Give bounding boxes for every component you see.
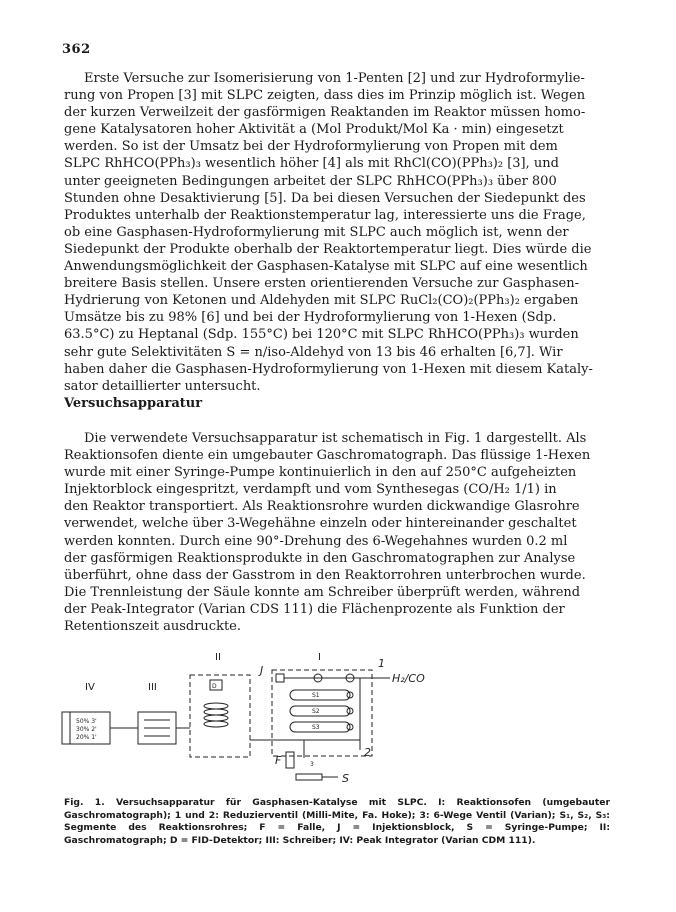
- text-line: verwendet, welche über 3-Wegehähne einzeln oder hintereinander geschaltet: [64, 516, 577, 532]
- text-line: werden konnten. Durch eine 90°-Drehung des 6-Wegehahnes wurden 0.2 ml: [64, 533, 568, 549]
- label-f: F: [275, 754, 282, 767]
- svg-text:S1: S1: [312, 692, 320, 699]
- text-line: SLPC RhHCO(PPh₃)₃ wesentlich höher [4] als mit RhCl(CO)(PPh₃)₂ [3], und: [64, 156, 559, 172]
- text-line: Die verwendete Versuchsapparatur ist schematisch in Fig. 1 dargestellt. Als: [84, 431, 587, 446]
- text-line: Erste Versuche zur Isomerisierung von 1-Penten [2] und zur Hydroformylie-: [84, 71, 585, 86]
- trap: [286, 752, 294, 768]
- gas-chromatograph-box: [190, 675, 250, 757]
- text-line: sator detaillierter untersucht.: [64, 378, 261, 394]
- text-line: den Reaktor transportiert. Als Reaktionsrohre wurden dickwandige Glasrohre: [64, 499, 580, 515]
- label-ii: II: [215, 652, 221, 663]
- text-line: breitere Basis stellen. Unsere ersten orientierenden Versuche zur Gasphasen-: [64, 276, 579, 292]
- text-line: rung von Propen [3] mit SLPC zeigten, dass dies im Prinzip möglich ist. Wegen: [64, 88, 586, 104]
- segment-s1: [290, 690, 350, 700]
- text-line: Umsätze bis zu 98% [6] und bei der Hydroformylierung von 1-Hexen (Sdp.: [64, 310, 557, 326]
- text-line: der gasförmigen Reaktionsprodukte in den Gaschromatographen zur Analyse: [64, 550, 576, 566]
- label-2: 2: [364, 746, 371, 759]
- text-line: 63.5°C) zu Heptanal (Sdp. 155°C) bei 120°C mit SLPC RhHCO(PPh₃)₃ wurden: [64, 327, 579, 343]
- text-line: unter geeigneten Bedingungen arbeitet der SLPC RhHCO(PPh₃)₃ über 800: [64, 173, 557, 189]
- chart-line-1: 50% 3': [76, 718, 97, 725]
- apparatus-schematic: [60, 640, 500, 790]
- text-line: haben daher die Gasphasen-Hydroformylierung von 1-Hexen mit diesem Kataly-: [64, 361, 593, 377]
- intro-paragraph: [64, 70, 610, 395]
- figure-caption: Fig. 1. Versuchsapparatur für Gasphasen-Katalyse mit SLPC. I: Reaktionsofen (umgebauter Gaschromatograph); 1 und 2: Reduzierventil (Milli-Mite, Fa. Hoke); 3: 6-Wege Ventil (Varian); S₁, S₂, S₃: Segmente des Reaktionsrohres; F = Falle, J = Injektionsblock, S = Syringe-Pumpe; II: Gaschromatograph; D = FID-Detektor; III: Schreiber; IV: Peak Integrator (Varian CDM 111).: [64, 797, 610, 846]
- label-1: 1: [378, 657, 385, 670]
- text-line: Reaktionsofen diente ein umgebauter Gaschromatograph. Das flüssige 1-Hexen: [64, 448, 591, 464]
- text-line: überführt, ohne dass der Gasstrom in den Reaktorrohren unterbrochen wurde.: [64, 567, 586, 583]
- svg-text:S2: S2: [312, 708, 320, 715]
- label-i: I: [318, 652, 321, 663]
- syringe-pump: [296, 774, 322, 780]
- peak-integrator-panel: [62, 712, 70, 744]
- label-gas: H₂/CO: [392, 672, 425, 685]
- chart-line-2: 30% 2': [76, 726, 97, 733]
- label-iii: III: [148, 682, 157, 693]
- chart-line-3: 20% 1': [76, 734, 97, 741]
- text-line: Retentionszeit ausdruckte.: [64, 619, 241, 635]
- segment-s2: [290, 706, 350, 716]
- text-line: werden. So ist der Umsatz bei der Hydroformylierung von Propen mit dem: [64, 139, 558, 155]
- text-line: Hydrierung von Ketonen und Aldehyden mit SLPC RuCl₂(CO)₂(PPh₃)₂ ergaben: [64, 293, 579, 309]
- text-line: Anwendungsmöglichkeit der Gasphasen-Katalyse mit SLPC auf eine wesentlich: [64, 259, 588, 275]
- injection-block: [276, 674, 284, 682]
- label-j: J: [260, 664, 264, 677]
- section-heading: Versuchsapparatur: [64, 396, 203, 411]
- label-3: 3: [310, 761, 314, 768]
- svg-text:S3: S3: [312, 724, 320, 731]
- text-line: Die Trennleistung der Säule konnte am Schreiber überprüft werden, während: [64, 584, 581, 600]
- reactor-oven-box: [272, 670, 372, 756]
- label-d: D: [212, 683, 217, 690]
- text-line: sehr gute Selektivitäten S = n/iso-Aldehyd von 13 bis 46 erhalten [6,7]. Wir: [64, 344, 563, 360]
- text-line: Injektorblock eingespritzt, verdampft und vom Synthesegas (CO/H₂ 1/1) in: [64, 482, 557, 498]
- text-line: ob eine Gasphasen-Hydroformylierung mit SLPC auch möglich ist, wenn der: [64, 224, 569, 240]
- text-line: gene Katalysatoren hoher Aktivität a (Mol Produkt/Mol Ka · min) eingesetzt: [64, 122, 564, 138]
- segment-s3: [290, 722, 350, 732]
- text-line: Siedepunkt der Produkte oberhalb der Reaktortemperatur liegt. Dies würde die: [64, 241, 592, 257]
- label-iv: IV: [85, 682, 95, 693]
- text-line: Stunden ohne Desaktivierung [5]. Da bei diesen Versuchen der Siedepunkt des: [64, 190, 586, 206]
- text-line: Produktes unterhalb der Reaktionstemperatur lag, interessierte uns die Frage,: [64, 207, 586, 223]
- text-line: der kurzen Verweilzeit der gasförmigen Reaktanden im Reaktor müssen homo-: [64, 105, 586, 121]
- apparatus-figure: [60, 640, 500, 790]
- apparatus-paragraph: [64, 430, 610, 635]
- text-line: wurde mit einer Syringe-Pumpe kontinuierlich in den auf 250°C aufgeheizten: [64, 465, 577, 481]
- page-number: 362: [62, 42, 91, 57]
- label-s: S: [342, 772, 349, 785]
- text-line: der Peak-Integrator (Varian CDS 111) die Flächenprozente als Funktion der: [64, 601, 565, 617]
